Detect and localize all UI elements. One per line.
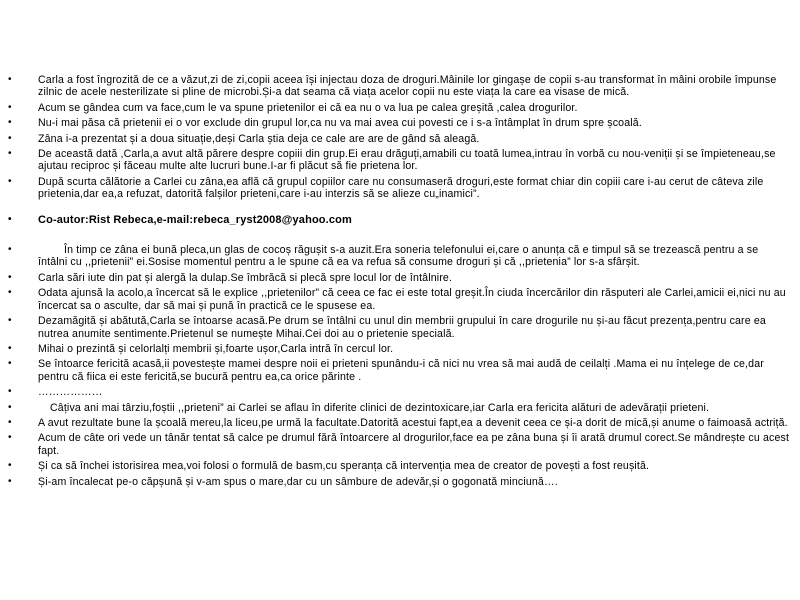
paragraph-text: Câțiva ani mai târziu,foștii ,,prieteni” ai Carlei se aflau în diferite clinici de dezintoxicare,iar Carla era fericita alături de adevărații prieteni. xyxy=(50,401,710,414)
paragraph-text: Se întoarce fericită acasă,ii povestește mamei despre noii ei prieteni spunându-i că nici nu vrea să mai audă de ceilalți .Mama ei nu înțelege de ce,dar pentru că fiica ei este fericită,se bucură pentru ea,ca orice părinte . xyxy=(38,358,764,383)
list-item xyxy=(38,244,790,269)
paragraph-text: Dezamăgită și abătută,Carla se întoarse acasă.Pe drum se întâlni cu unul din membrii grupului în care drogurile nu și-au făcut prezența,pentru care ea nutrea anumite sentimente.Prietenul se numește Mihai.Cei doi au o prietenie specială. xyxy=(38,315,766,340)
paragraph-text: Carla sări iute din pat și alergă la dulap.Se îmbrăcă si plecă spre locul lor de întâlnire. xyxy=(38,271,453,284)
list-item xyxy=(38,476,790,488)
paragraph-text: A avut rezultate bune la școală mereu,la liceu,pe urmă la facultate.Datorită acestui fapt,ea a devenit ceea ce și-a dorit de mică,și anume o faimoasă actriță. xyxy=(38,416,788,429)
co-author-line xyxy=(38,214,790,226)
paragraph-text: De această dată ,Carla,a avut altă părere despre copiii din grup.Ei erau drăguți,amabili cu toată lumea,intrau în vorbă cu nou-veniții și se împieteneau,se ajutau reciproc și făceau multe alte lucruri bune.I-ar fi plăcut să fie prietena lor. xyxy=(38,148,776,173)
list-item xyxy=(38,402,790,414)
list-item xyxy=(38,432,790,457)
list-item xyxy=(38,417,790,429)
paragraph-text: Mihai o prezintă și celorlalți membrii și,foarte ușor,Carla intră în cercul lor. xyxy=(38,342,394,355)
paragraph-text: Zâna i-a prezentat și a doua situație,deși Carla știa deja ce cale are are de gând să aleagă. xyxy=(38,132,480,145)
list-item xyxy=(38,272,790,284)
list-item xyxy=(38,358,790,383)
list-item xyxy=(38,460,790,472)
paragraph-text: În timp ce zâna ei bună pleca,un glas de cocoș răgușit s-a auzit.Era soneria telefonului ei,care o anunța că e timpul să se trezească pentru a se întâlni cu ,,prietenii” ei.Sosise momentul pentru a le spune că ea va refua să consume droguri și că ,,prietenia” lor s-a sfârșit. xyxy=(38,244,759,269)
list-item xyxy=(38,343,790,355)
paragraph-text: Acum de câte ori vede un tânăr tentat să calce pe drumul fără întoarcere al drogurilor,face ea pe zâna buna și îi arată drumul corect.Se mândrește cu acest fapt. xyxy=(38,432,790,457)
paragraph-text: După scurta călătorie a Carlei cu zâna,ea află că grupul copiilor care nu consumaseră droguri,este format chiar din copiii care i-au cerut de câteva zile prietenia,dar ea,a refuzat, datorită falșilor prieteni,care i-au interzis să se alieze cu„inamici”. xyxy=(38,175,764,201)
story-bullet-list xyxy=(0,74,800,488)
paragraph-text: Nu-i mai păsa că prietenii ei o vor exclude din grupul lor,ca nu va mai avea cui povesti ce i s-a întâmplat în drum spre școală. xyxy=(38,117,642,130)
ellipsis-separator: ……………… xyxy=(38,386,103,399)
list-item xyxy=(38,386,790,398)
list-item xyxy=(38,102,790,114)
list-item xyxy=(38,133,790,145)
list-item xyxy=(38,148,790,173)
paragraph-text: Și ca să închei istorisirea mea,voi folosi o formulă de basm,cu speranța că intervenția mea de creator de povești a fost reușită. xyxy=(38,460,650,473)
paragraph-text: Și-am încalecat pe-o căpșună și v-am spus o mare,dar cu un sâmbure de adevăr,și o gogonată minciună…. xyxy=(38,475,558,488)
paragraph-text: Carla a fost îngrozită de ce a văzut,zi de zi,copii aceea își injectau doza de droguri.Mâinile lor gingașe de copii s-au transformat în mâini orobile împunse zilnic de acele nesterilizate si pline de microbi.Și-a dat seama că viața acelor copii nu este viața la care ea visase de mică. xyxy=(38,74,777,99)
list-item xyxy=(38,176,790,201)
paragraph-text: Odata ajunsă la acolo,a încercat să le explice ,,prietenilor” că ceea ce fac ei este total greșit.În ciuda încercărilor din răsputeri ale Carlei,amicii ei,nici nu au încercat sa o asculte, dar să mai și pună în practică ce le spusese ea. xyxy=(38,287,786,312)
list-item xyxy=(38,74,790,99)
list-item xyxy=(38,117,790,129)
paragraph-text: Acum se gândea cum va face,cum le va spune prietenilor ei că ea nu o va lua pe calea greșită ,calea drogurilor. xyxy=(38,101,578,114)
co-author-text: Co-autor:Rist Rebeca,e-mail:rebeca_ryst2008@yahoo.com xyxy=(38,213,352,226)
list-item xyxy=(38,315,790,340)
list-item xyxy=(38,287,790,312)
